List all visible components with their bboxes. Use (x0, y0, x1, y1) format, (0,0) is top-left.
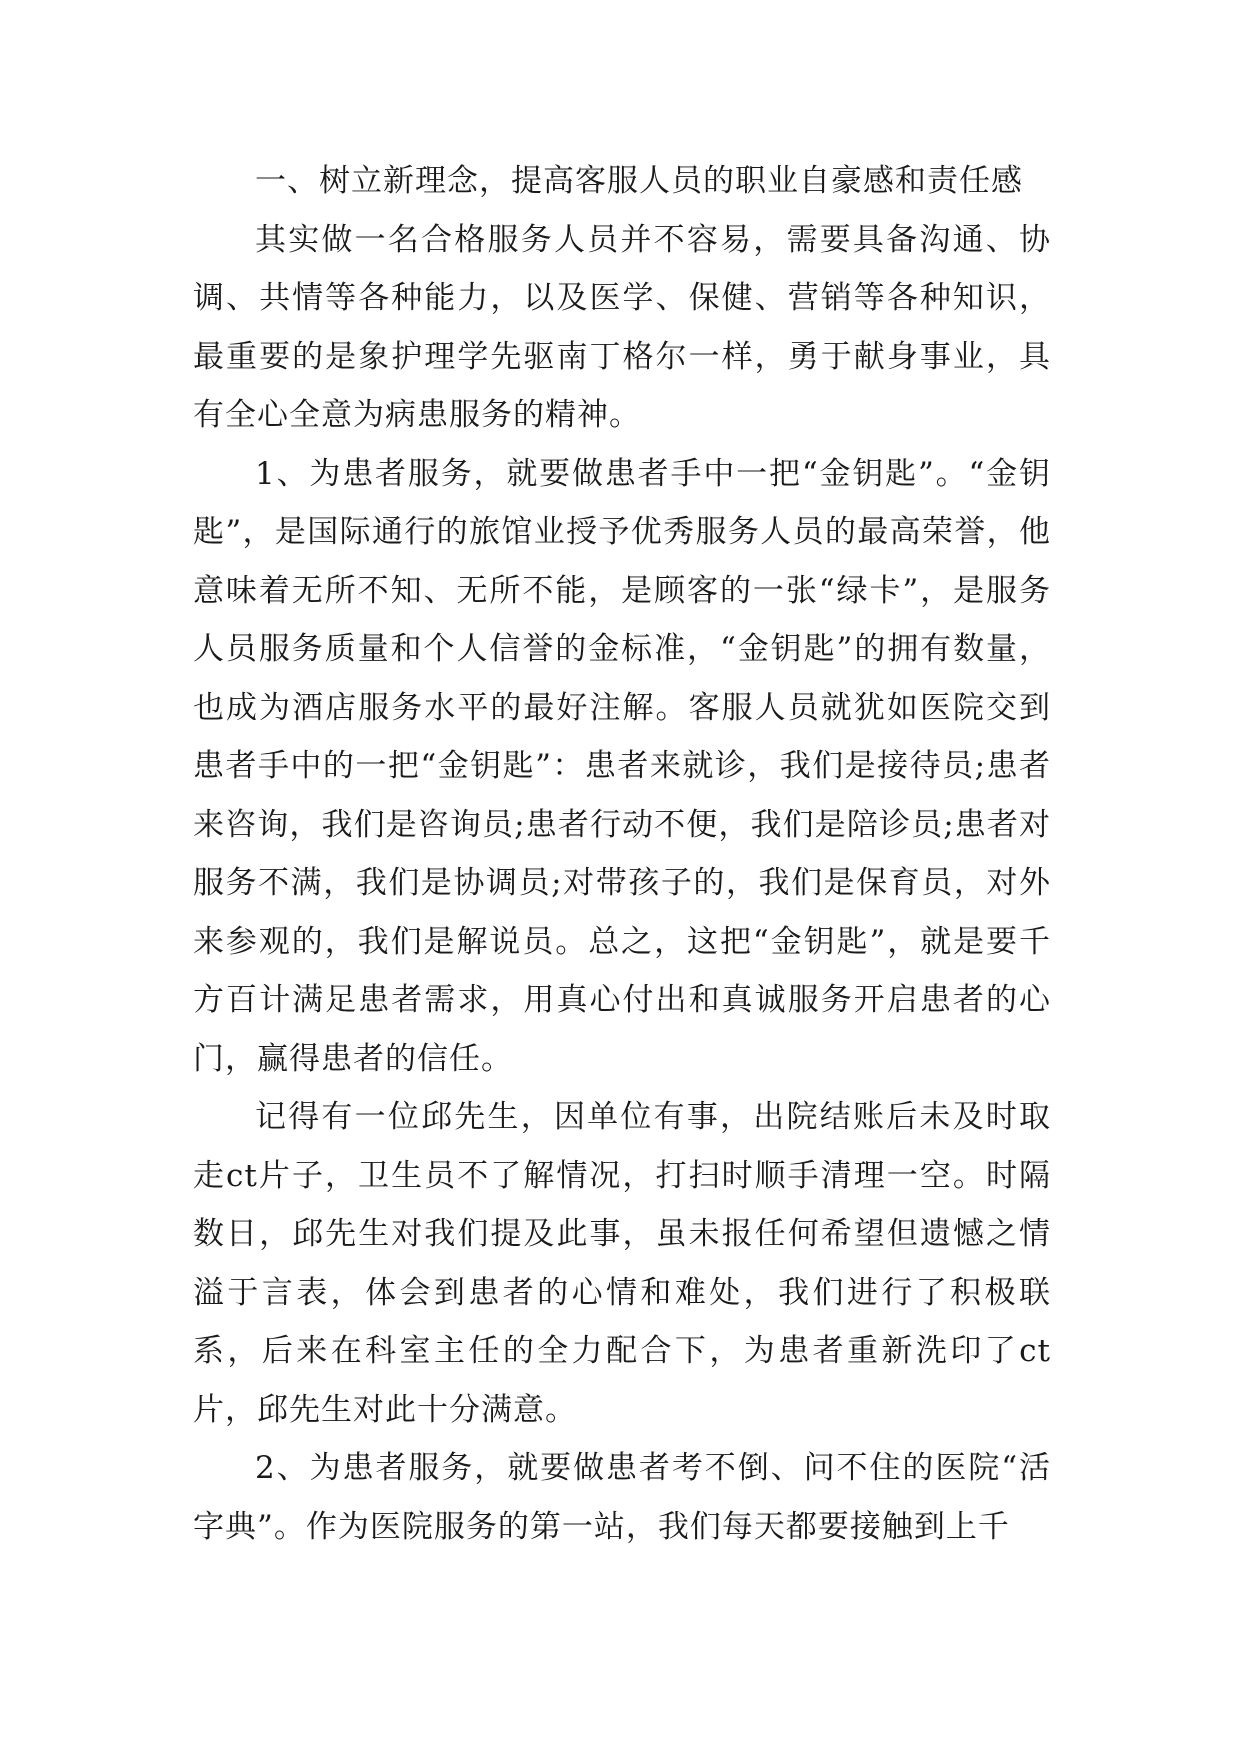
document-body (193, 152, 1051, 1556)
paragraph: 1、为患者服务，就要做患者手中一把“金钥匙”。“金钥匙”，是国际通行的旅馆业授予优秀服务人员的最高荣誉，他意味着无所不知、无所不能，是顾客的一张“绿卡”，是服务人员服务质量和个人信誉的金标准，“金钥匙”的拥有数量，也成为酒店服务水平的最好注解。客服人员就犹如医院交到患者手中的一把“金钥匙”：患者来就诊，我们是接待员;患者来咨询，我们是咨询员;患者行动不便，我们是陪诊员;患者对服务不满，我们是协调员;对带孩子的，我们是保育员，对外来参观的，我们是解说员。总之，这把“金钥匙”，就是要千方百计满足患者需求，用真心付出和真诚服务开启患者的心门，赢得患者的信任。 (193, 455, 1051, 1077)
section-heading: 一、树立新理念，提高客服人员的职业自豪感和责任感 (255, 163, 1023, 199)
paragraph: 记得有一位邱先生，因单位有事，出院结账后未及时取走ct片子，卫生员不了解情况，打扫时顺手清理一空。时隔数日，邱先生对我们提及此事，虽未报任何希望但遗憾之情溢于言表，体会到患者的心情和难处，我们进行了积极联系，后来在科室主任的全力配合下，为患者重新洗印了ct片，邱先生对此十分满意。 (193, 1099, 1051, 1428)
paragraph: 2、为患者服务，就要做患者考不倒、问不住的医院“活字典”。作为医院服务的第一站，我们每天都要接触到上千 (193, 1450, 1051, 1545)
paragraph: 其实做一名合格服务人员并不容易，需要具备沟通、协调、共情等各种能力，以及医学、保健、营销等各种知识，最重要的是象护理学先驱南丁格尔一样，勇于献身事业，具有全心全意为病患服务的精神。 (193, 221, 1051, 433)
